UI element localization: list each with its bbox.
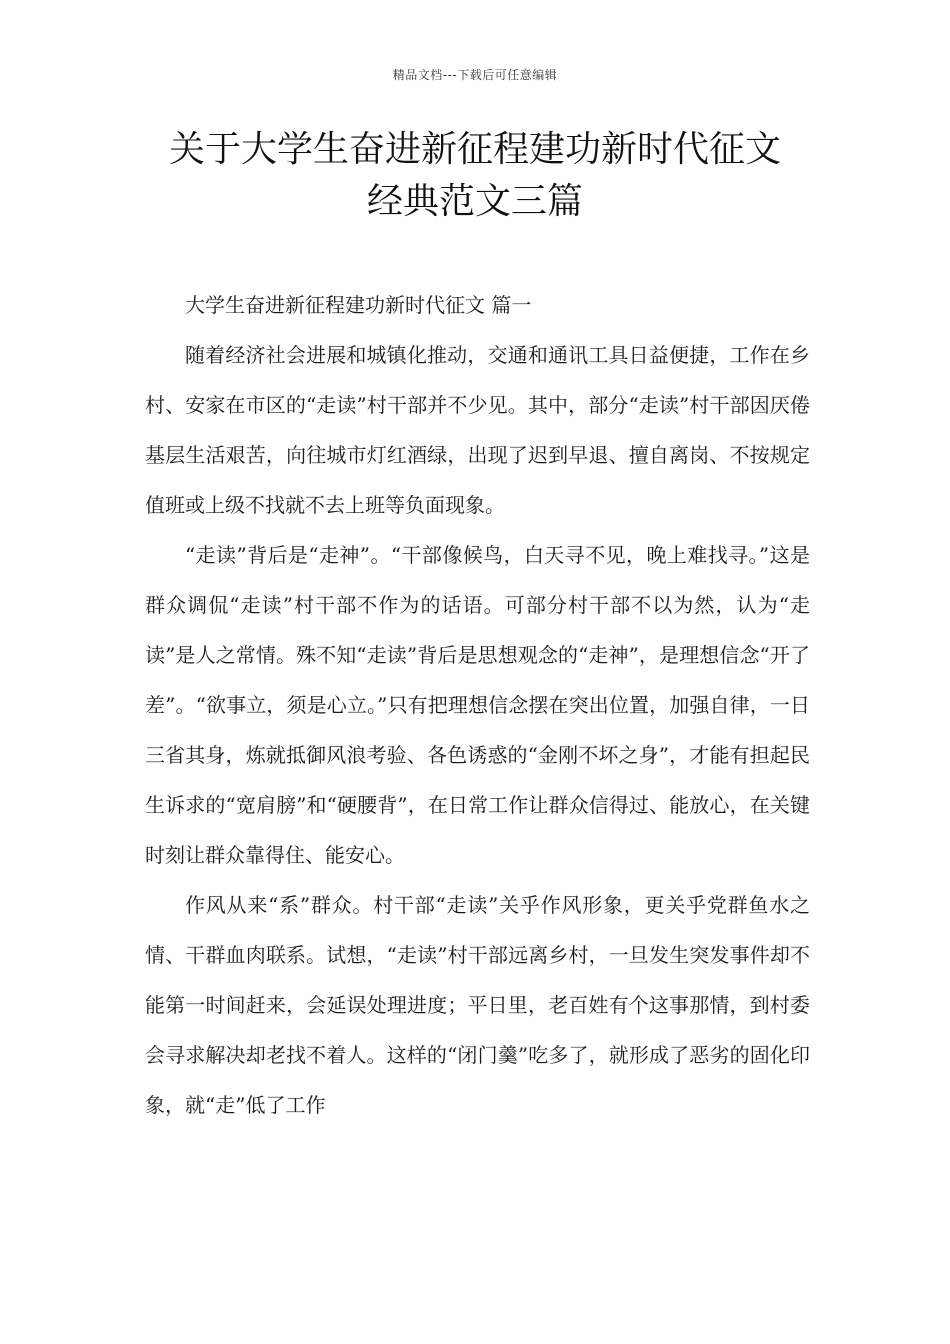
paragraph-1: 随着经济社会进展和城镇化推动，交通和通讯工具日益便捷，工作在乡村、安家在市区的“走读”村干部并不少见。其中，部分“走读”村干部因厌倦基层生活艰苦，向往城市灯红酒绿，出现了迟到早退、擅自离岗、不按规定值班或上级不找就不去上班等负面现象。 [145, 343, 810, 517]
paragraph-2: “走读”背后是“走神”。“干部像候鸟，白天寻不见，晚上难找寻。”这是群众调侃“走读”村干部不作为的话语。可部分村干部不以为然，认为“走读”是人之常情。殊不知“走读”背后是思想观念的“走神”，是理想信念“开了差”。“欲事立，须是心立。”只有把理想信念摆在突出位置，加强自律，一日三省其身，炼就抵御风浪考验、各色诱惑的“金刚不坏之身”，才能有担起民生诉求的“宽肩膀”和“硬腰背”，在日常工作让群众信得过、能放心，在关键时刻让群众靠得住、能安心。 [145, 543, 810, 867]
title-line-1: 关于大学生奋进新征程建功新时代征文 [168, 129, 781, 170]
title-line-2: 经典范文三篇 [366, 181, 583, 222]
document-body [145, 280, 810, 1130]
section-heading: 大学生奋进新征程建功新时代征文 篇一 [185, 293, 532, 317]
header-note: 精品文档---下载后可任意编辑 [392, 68, 558, 82]
paragraph-3: 作风从来“系”群众。村干部“走读”关乎作风形象，更关乎党群鱼水之情、干群血肉联系。试想，“走读”村干部远离乡村，一旦发生突发事件却不能第一时间赶来，会延误处理进度；平日里，老百姓有个这事那情，到村委会寻求解决却老找不着人。这样的“闭门羹”吃多了，就形成了恶劣的固化印象，就“走”低了工作 [145, 893, 810, 1117]
document-title [100, 124, 850, 228]
